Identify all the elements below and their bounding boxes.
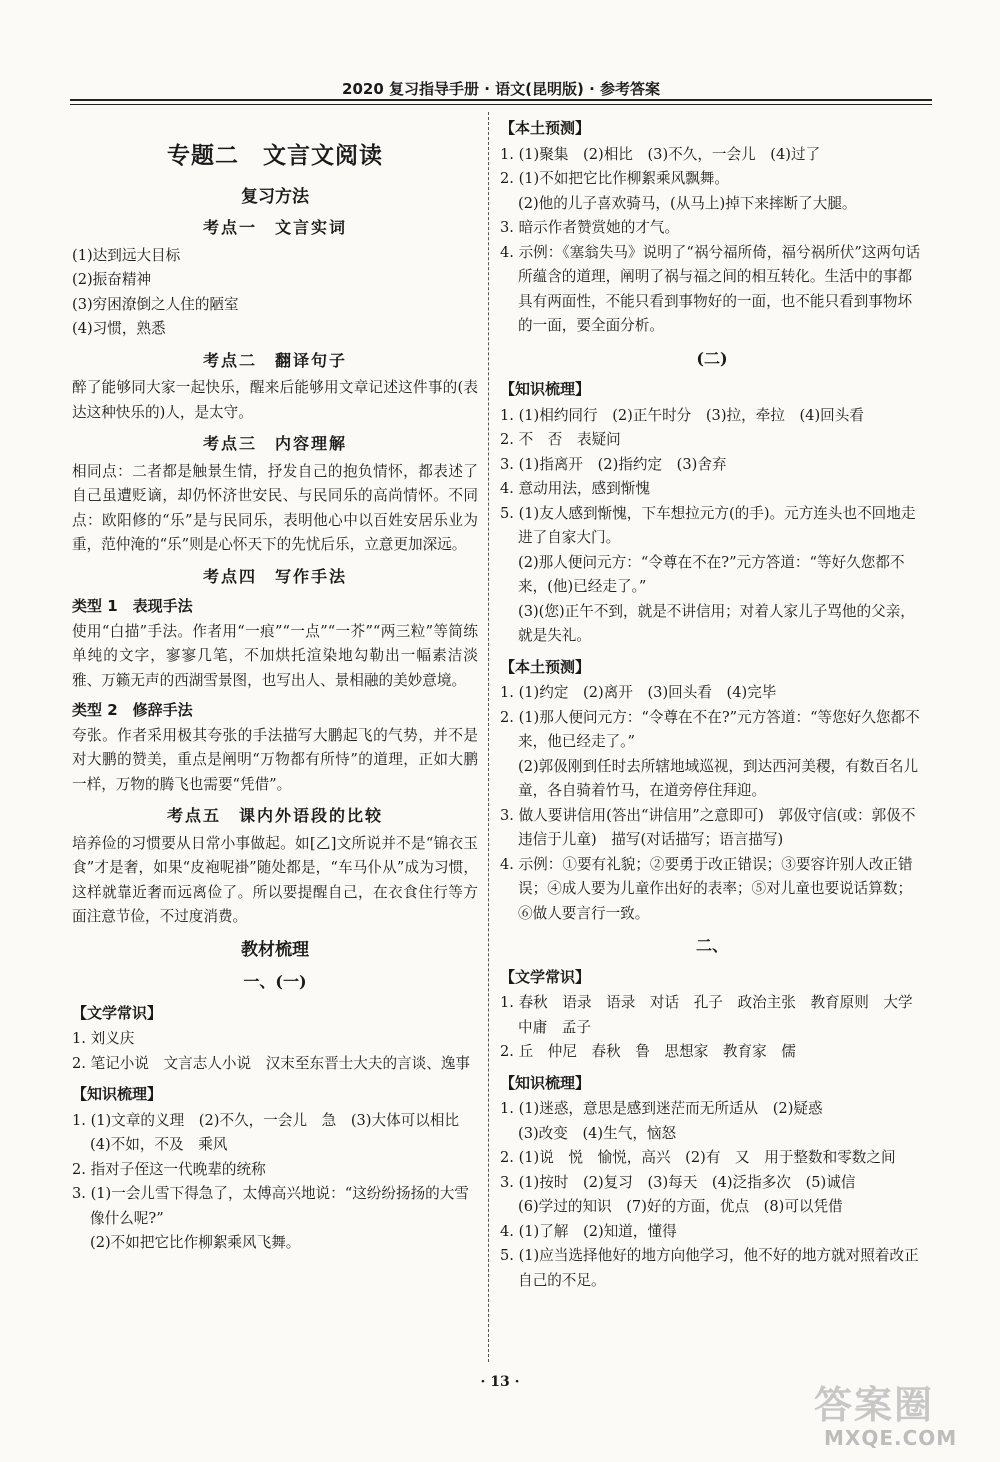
- list-item: (2)那人便问元方：“令尊在不在?”元方答道：“等好久您都不来，(他)已经走了。”: [518, 553, 905, 595]
- point-5-text: 培养俭的习惯要从日常小事做起。如[乙]文所说并不是“锦衣玉食”才是奢，如果“皮袍呢褂”随处都是，“车马仆从”成为习惯，这样就靠近奢而远离俭了。所以要提醒自己，在衣食住行等方面注意节俭，不过度消费。: [72, 834, 478, 925]
- list-item: 2. (1)不如把它比作柳絮乘风飘舞。: [500, 170, 729, 187]
- part-1-title: 一、(一): [243, 972, 307, 991]
- point-2-title: 考点二 翻译句子: [202, 350, 347, 370]
- section-label: 【本土预测】: [500, 119, 591, 137]
- part-2-title: (二): [696, 348, 728, 368]
- running-header: 2020 复习指导手册 · 语文(昆明版) · 参考答案: [342, 80, 660, 98]
- section-label: 【文学常识】: [72, 1003, 163, 1022]
- point-1-line: (1)达到远大目标: [72, 246, 181, 264]
- list-item: (6)学过的知识 (7)好的方面，优点 (8)可以凭借: [518, 1198, 843, 1215]
- point-3-text: 相同点：二者都是触景生情，抒发自己的抱负情怀，都表述了自己虽遭贬谪，却仍怀济世安民、与民同乐的高尚情怀。不同点：欧阳修的“乐”是与民同乐，表明他心中以百姓安居乐业为重，范仲淹的“乐”则是心怀天下的先忧后乐，立意更加深远。: [72, 462, 478, 553]
- point-2-text: 醉了能够同大家一起快乐，醒来后能够用文章记述这件事的(表达这种快乐的)人，是太守。: [72, 379, 478, 421]
- point-1-line: (2)振奋精神: [72, 271, 152, 288]
- point-3-title: 考点三 内容理解: [202, 434, 347, 453]
- list-item: 1. (1)文章的义理 (2)不久，一会儿 急 (3)大体可以相比 (4)不如，不及 乘风: [72, 1111, 474, 1153]
- list-item: 5. (1)应当选择他好的地方向他学习，他不好的地方就对照着改正自己的不足。: [500, 1247, 919, 1289]
- left-column: [72, 110, 478, 1256]
- list-item: 3. (1)一会儿雪下得急了，太傅高兴地说：“这纷纷扬扬的大雪像什么呢?”: [72, 1185, 469, 1227]
- list-item: 2. 指对子侄这一代晚辈的统称: [72, 1160, 266, 1178]
- textbook-title: 教材梳理: [241, 939, 309, 960]
- list-item: 4. 示例：①要有礼貌；②要勇于改正错误；③要容许别人改正错误；④成人要为儿童作出好的表率；⑤对儿童也要说话算数；⑥做人要言行一致。: [500, 855, 913, 922]
- page-number: · 13 ·: [480, 1374, 520, 1390]
- section-label: 【本土预测】: [500, 657, 591, 676]
- list-item: 1. (1)聚集 (2)相比 (3)不久，一会儿 (4)过了: [500, 145, 821, 163]
- list-item: 1. (1)迷惑，意思是感到迷茫而无所适从 (2)疑惑: [500, 1100, 823, 1117]
- list-item: 5. (1)友人感到惭愧，下车想拉元方(的手)。元方连头也不回地走进了自家大门。: [500, 504, 916, 546]
- list-item: 2. 不 否 表疑问: [500, 431, 621, 448]
- list-item: 3. (1)指离开 (2)指约定 (3)舍弃: [500, 455, 727, 473]
- list-item: (3)改变 (4)生气，恼怒: [518, 1124, 677, 1142]
- part-3-title: 二、: [695, 936, 728, 955]
- section-label: 【文学常识】: [500, 967, 591, 986]
- list-item: 4. 示例：《塞翁失马》说明了“祸兮福所倚，福兮祸所伏”这两句话所蕴含的道理，阐明了祸与福之间的相互转化。生活中的事都具有两面性，不能只看到事物好的一面，也不能只看到事物坏的一面，要全面分析。: [500, 243, 921, 334]
- review-method-title: 复习方法: [241, 186, 309, 207]
- watermark-text: 答案圈: [814, 1383, 935, 1427]
- topic-title: 专题二 文言文阅读: [167, 143, 383, 169]
- list-item: 2. (1)那人便问元方：“令尊在不在?”元方答道：“等您好久您都不来，他已经走了。”: [500, 708, 920, 750]
- section-label: 【知识梳理】: [72, 1085, 163, 1103]
- section-label: 【知识梳理】: [500, 380, 591, 398]
- column-divider: [488, 112, 489, 1362]
- list-item: 2. (1)说 悦 愉悦，高兴 (2)有 又 用于整数和零数之间: [500, 1149, 896, 1166]
- list-item: 3. 做人要讲信用(答出“讲信用”之意即可) 郭伋守信(或：郭伋不违信于儿童) 描写(对话描写；语言描写): [500, 806, 916, 848]
- watermark-url: MXQE.COM: [824, 1426, 958, 1450]
- list-item: 2. 笔记小说 文言志人小说 汉末至东晋士大夫的言谈、逸事: [72, 1054, 471, 1072]
- list-item: (2)不如把它比作柳絮乘风飞舞。: [90, 1234, 301, 1251]
- list-item: 1. (1)相约同行 (2)正午时分 (3)拉，牵拉 (4)回头看: [500, 406, 864, 424]
- point-4-title: 考点四 写作手法: [202, 566, 347, 586]
- type-2-text: 夸张。作者采用极其夸张的手法描写大鹏起飞的气势，并不是对大鹏的赞美，重点是阐明“万物都有所恃”的道理，正如大鹏一样，万物的腾飞也需要“凭借”。: [72, 726, 478, 793]
- point-5-title: 考点五 课内外语段的比较: [166, 806, 383, 825]
- list-item: 4. 意动用法，感到惭愧: [500, 480, 650, 497]
- list-item: 3. (1)按时 (2)复习 (3)每天 (4)泛指多次 (5)诚信: [500, 1173, 856, 1191]
- list-item: 4. (1)了解 (2)知道，懂得: [500, 1222, 677, 1240]
- point-1-title: 考点一 文言实词: [202, 218, 347, 237]
- right-column: [500, 110, 928, 1293]
- header-rule: [70, 99, 932, 105]
- type-2-title: 类型 2 修辞手法: [72, 701, 193, 719]
- point-1-line: (3)穷困潦倒之人住的陋室: [72, 295, 239, 313]
- list-item: (3)(您)正午不到，就是不讲信用；对着人家儿子骂他的父亲，就是失礼。: [518, 602, 915, 644]
- list-item: 1. (1)约定 (2)离开 (3)回头看 (4)完毕: [500, 684, 777, 701]
- list-item: (2)郭伋刚到任时去所辖地域巡视，到达西河美稷，有数百名儿童，各自骑着竹马，在道旁停住拜迎。: [518, 757, 919, 799]
- list-item: 2. 丘 仲尼 春秋 鲁 思想家 教育家 儒: [500, 1043, 796, 1060]
- section-label: 【知识梳理】: [500, 1073, 591, 1092]
- type-1-title: 类型 1 表现手法: [72, 597, 193, 615]
- point-1-line: (4)习惯，熟悉: [72, 320, 166, 337]
- type-1-text: 使用“白描”手法。作者用“一痕”“一点”“一芥”“两三粒”等简练单纯的文字，寥寥几笔，不加烘托渲染地勾勒出一幅素洁淡雅、万籁无声的西湖雪景图，也写出人、景相融的美妙意境。: [72, 622, 478, 689]
- list-item: 1. 春秋 语录 语录 对话 孔子 政治主张 教育原则 大学 中庸 孟子: [500, 994, 928, 1036]
- list-item: 1. 刘义庆: [72, 1030, 135, 1047]
- watermark-logo: [806, 1370, 986, 1452]
- list-item: (2)他的儿子喜欢骑马，(从马上)掉下来摔断了大腿。: [518, 194, 857, 212]
- list-item: 3. 暗示作者赞赏她的才气。: [500, 219, 680, 236]
